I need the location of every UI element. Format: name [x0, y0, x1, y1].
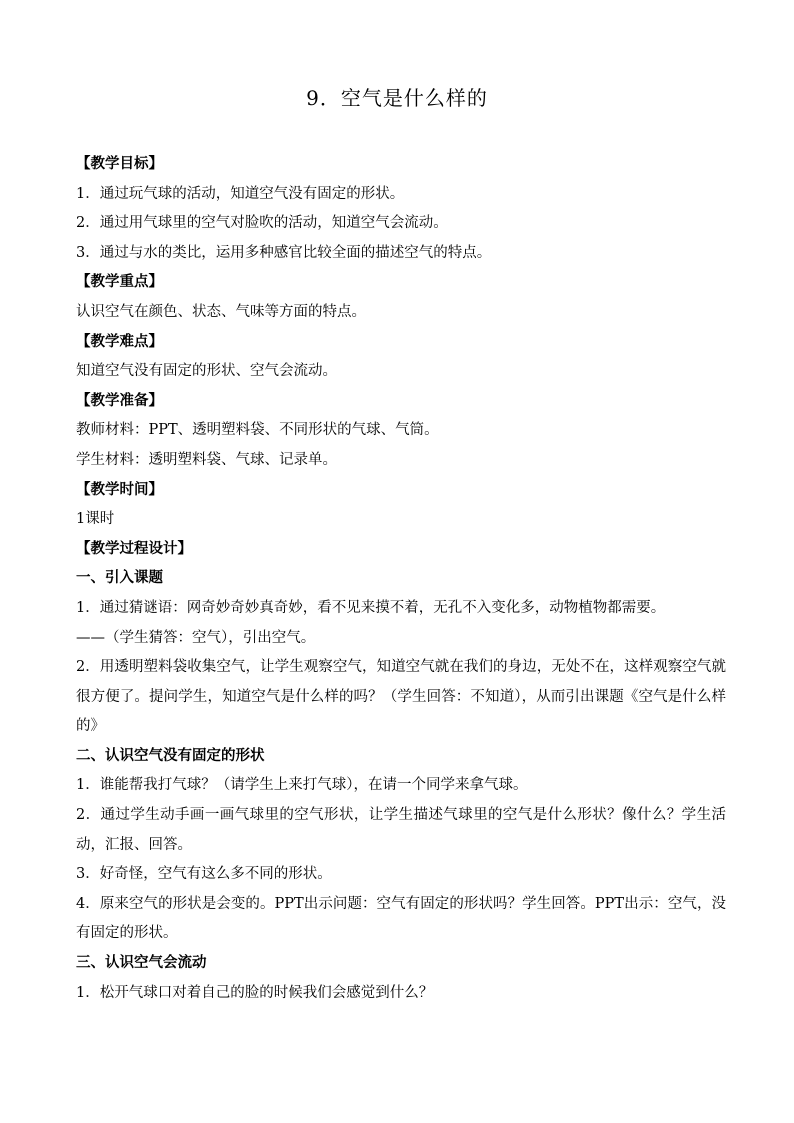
part1-item1-line2: ——（学生猜答：空气），引出空气。 — [76, 629, 316, 646]
part2-item3: 3．好奇怪，空气有这么多不同的形状。 — [76, 866, 332, 883]
part1-item2: 2．用透明塑料袋收集空气，让学生观察空气，知道空气就在我们的身边，无处不在，这样观察空气就很方便了。提问学生，知道空气是什么样的吗？（学生回答：不知道），从而引出课题《空气是什么样的》 — [76, 659, 726, 735]
difficulties-text: 知道空气没有固定的形状、空气会流动。 — [76, 363, 337, 380]
part2-item4: 4．原来空气的形状是会变的。PPT出示问题：空气有固定的形状吗？学生回答。PPT出示：空气，没有固定的形状。 — [76, 895, 726, 942]
goal-item-1: 1．通过玩气球的活动，知道空气没有固定的形状。 — [76, 185, 405, 202]
document-body — [76, 150, 726, 1008]
teacher-materials: 教师材料：PPT、透明塑料袋、不同形状的气球、气筒。 — [76, 422, 439, 439]
part2-item1: 1．谁能帮我打气球？（请学生上来打气球），在请一个同学来拿气球。 — [76, 777, 528, 794]
part3-item1: 1．松开气球口对着自己的脸的时候我们会感觉到什么？ — [76, 984, 434, 1001]
key-points-heading: 【教学重点】 — [76, 274, 163, 291]
goal-item-3: 3．通过与水的类比，运用多种感官比较全面的描述空气的特点。 — [76, 244, 492, 261]
part2-item2: 2．通过学生动手画一画气球里的空气形状，让学生描述气球里的空气是什么形状？像什么？学生活动，汇报、回答。 — [76, 807, 726, 853]
time-heading: 【教学时间】 — [76, 481, 163, 498]
part1-heading: 一、引入课题 — [76, 570, 163, 587]
difficulties-heading: 【教学难点】 — [76, 333, 163, 350]
process-heading: 【教学过程设计】 — [76, 540, 192, 557]
goal-item-2: 2．通过用气球里的空气对脸吹的活动，知道空气会流动。 — [76, 215, 448, 232]
page-title: 9．空气是什么样的 — [306, 86, 488, 110]
goals-heading: 【教学目标】 — [76, 156, 163, 172]
key-points-text: 认识空气在颜色、状态、气味等方面的特点。 — [76, 303, 366, 320]
preparation-heading: 【教学准备】 — [76, 392, 163, 409]
student-materials: 学生材料：透明塑料袋、气球、记录单。 — [76, 451, 337, 468]
part1-item1-line1: 1．通过猜谜语：网奇妙奇妙真奇妙，看不见来摸不着，无孔不入变化多，动物植物都需要。 — [76, 599, 666, 616]
part2-heading: 二、认识空气没有固定的形状 — [76, 747, 265, 764]
part3-heading: 三、认识空气会流动 — [76, 955, 207, 972]
time-text: 1课时 — [76, 511, 115, 528]
